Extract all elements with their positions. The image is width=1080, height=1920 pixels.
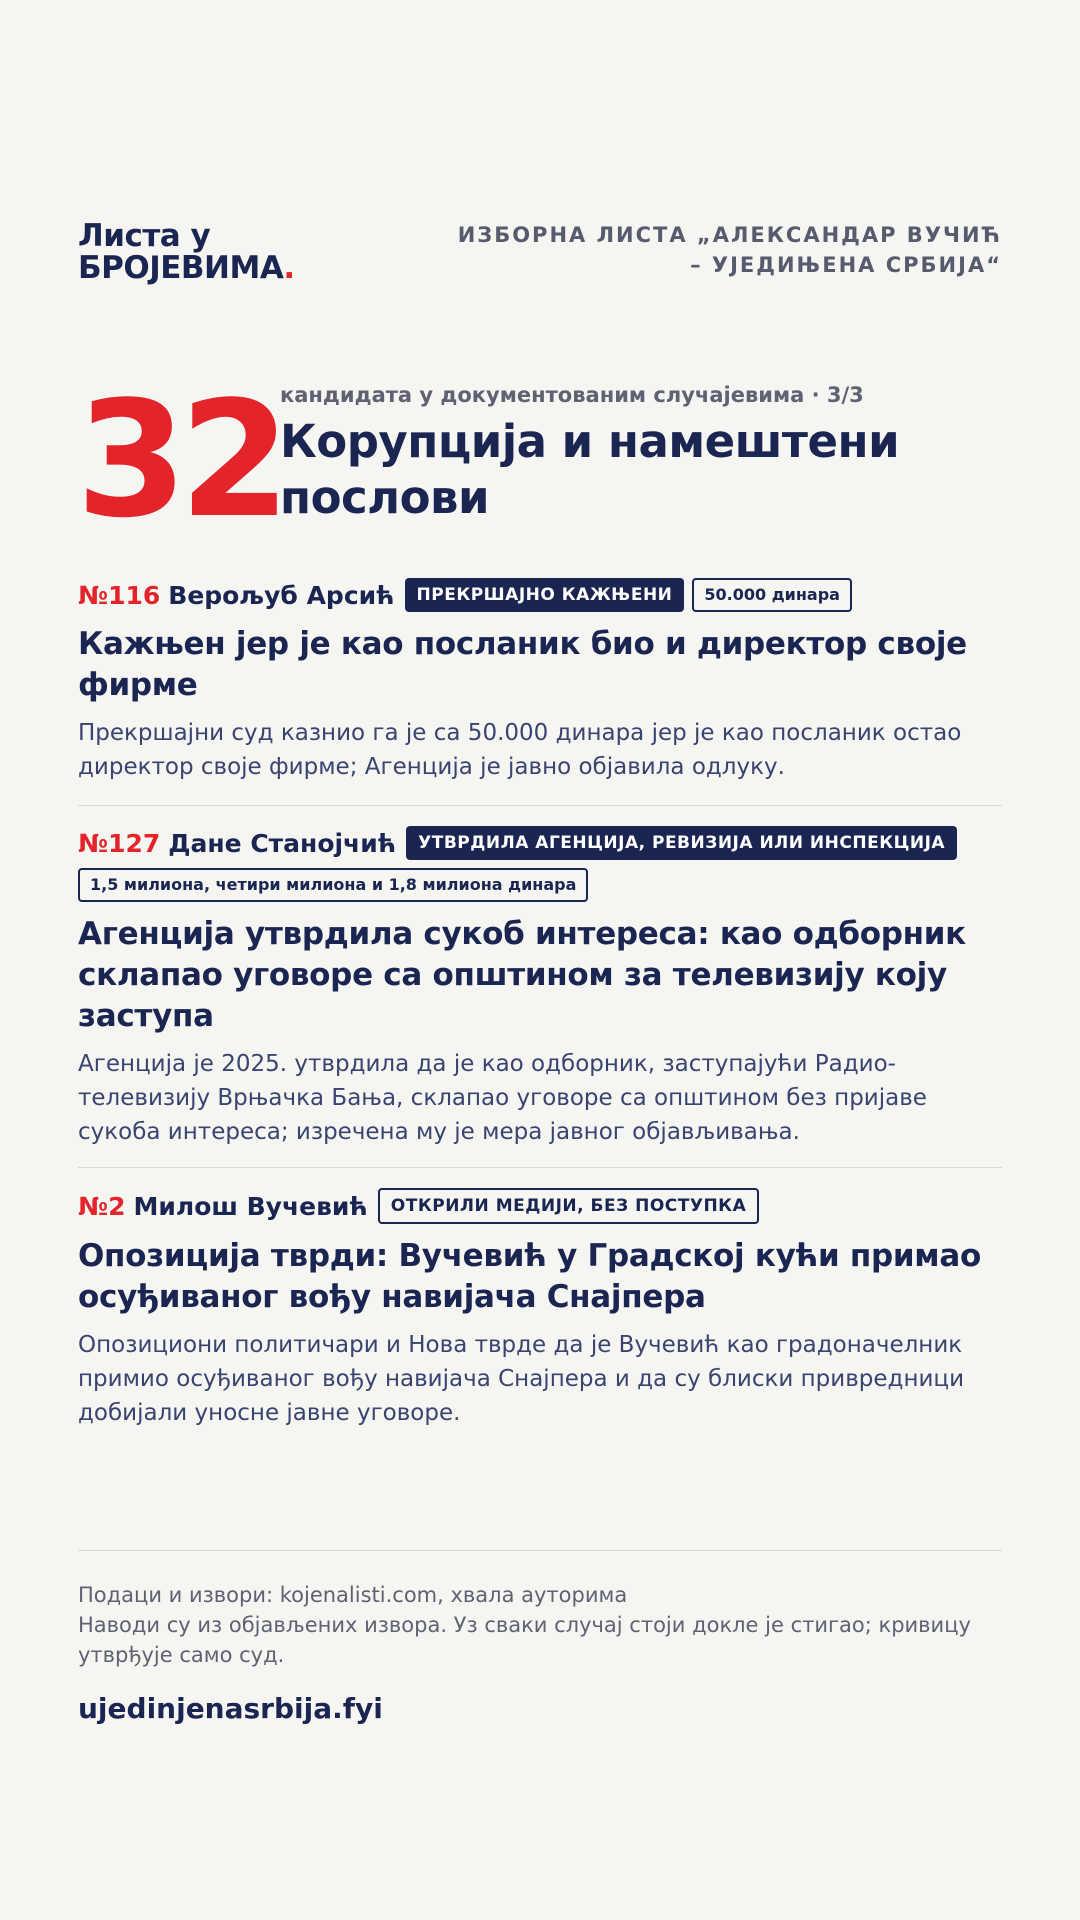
disclaimer: Наводи су из објављених извора. Уз сваки случај стоји докле је стигао; кривицу утврђује само суд.	[78, 1613, 971, 1667]
case-entry	[78, 826, 1002, 1149]
logo-dot: .	[283, 250, 295, 286]
count-caption: кандидата у документованим случајевима · 3/3	[280, 383, 864, 407]
amount-badge: 50.000 динара	[692, 578, 852, 612]
logo-line-2-text: БРОЈЕВИМА	[78, 250, 284, 286]
logo-line-2	[78, 252, 295, 284]
case-description: Опозициони политичари и Нова тврде да је Вучевић као градоначелник примио осуђиваног вођу навијача Снајпера и да су блиски привредници добијали уносне јавне уговоре.	[78, 1332, 965, 1426]
candidate-name: Верољуб Арсић	[168, 580, 395, 610]
case-meta	[78, 578, 1002, 612]
candidate-number: №127	[78, 828, 161, 858]
case-description: Агенција је 2025. утврдила да је као одборник, заступајући Радио-телевизију Врњачка Бања, склапао уговоре са општином без пријаве сукоба интереса; изречена му је мера јавног објављивања.	[78, 1051, 927, 1145]
case-meta	[78, 1188, 1002, 1224]
candidate-count: 32	[76, 366, 283, 553]
candidate-number: №2	[78, 1191, 126, 1221]
case-title: Опозиција тврди: Вучевић у Градској кући примао осуђиваног вођу навијача Снајпера	[78, 1238, 981, 1315]
electoral-list-name: ИЗБОРНА ЛИСТА „АЛЕКСАНДАР ВУЧИЋ – УЈЕДИЊЕНА СРБИЈА“	[457, 223, 1002, 277]
page-title: Корупција и намештени послови	[280, 415, 900, 524]
website-link[interactable]: ujedinjenasrbija.fyi	[78, 1692, 383, 1725]
footer	[78, 1580, 1002, 1725]
status-badge: ОТКРИЛИ МЕДИЈИ, БЕЗ ПОСТУПКА	[378, 1188, 759, 1224]
amount-badge: 1,5 милиона, четири милиона и 1,8 милиона динара	[78, 868, 588, 902]
logo	[78, 220, 295, 284]
case-meta	[78, 826, 1002, 902]
logo-line-1: Листа у	[78, 218, 211, 254]
divider	[78, 1550, 1002, 1551]
candidate-name: Дане Станојчић	[168, 828, 397, 858]
status-badge: УТВРДИЛА АГЕНЦИЈА, РЕВИЗИЈА ИЛИ ИНСПЕКЦИЈА	[406, 826, 957, 860]
divider	[78, 805, 1002, 806]
case-title: Агенција утврдила сукоб интереса: као одборник склапао уговоре са општином за телевизију коју заступа	[78, 916, 966, 1034]
status-badge: ПРЕКРШАЈНО КАЖЊЕНИ	[405, 578, 685, 612]
case-title: Кажњен јер је као посланик био и директор своје фирме	[78, 626, 967, 703]
case-entry	[78, 578, 1002, 784]
sources-credit: Подаци и извори: kojenalisti.com, хвала ауторима	[78, 1583, 628, 1607]
case-description: Прекршајни суд казнио га је са 50.000 динара јер је као посланик остао директор своје фирме; Агенција је јавно објавила одлуку.	[78, 720, 962, 780]
candidate-number: №116	[78, 580, 161, 610]
case-entry	[78, 1188, 1002, 1430]
divider	[78, 1167, 1002, 1168]
candidate-name: Милош Вучевић	[133, 1191, 368, 1221]
